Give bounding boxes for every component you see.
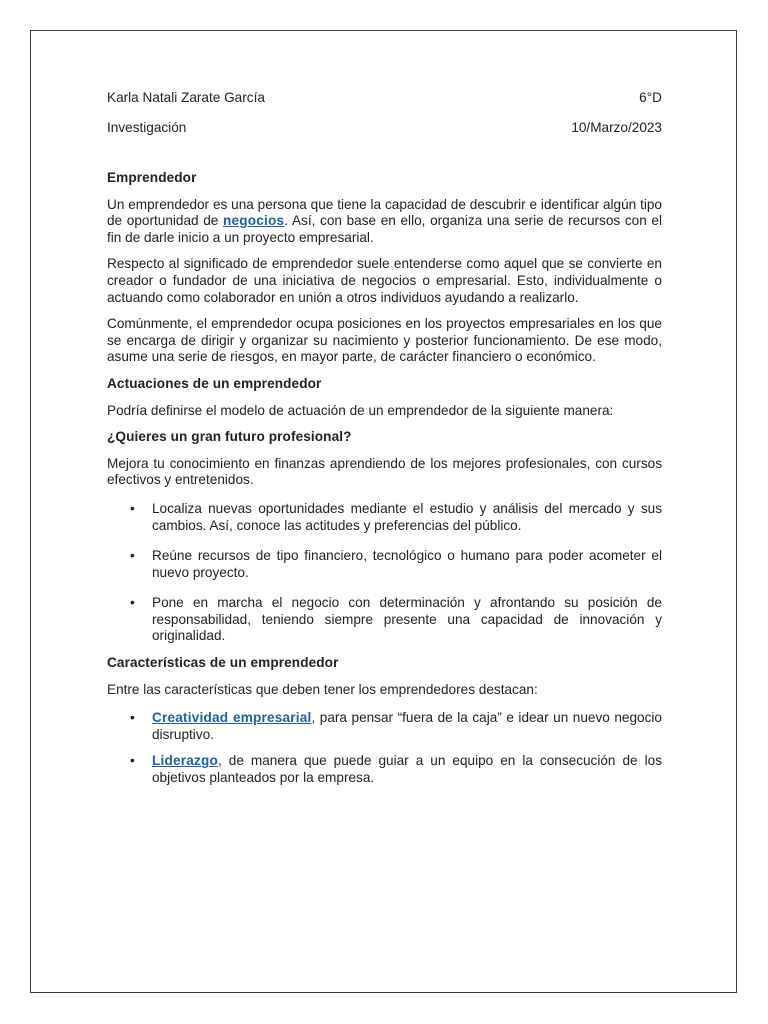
header-row-1	[107, 90, 662, 106]
paragraph-positions: Comúnmente, el emprendedor ocupa posiciones en los proyectos empresariales en los que se encarga de dirigir y organizar su nacimiento y posterior funcionamiento. De ese modo, asume una serie de riesgos, en mayor parte, de carácter financiero o económico.	[107, 316, 662, 365]
section-title-emprendedor: Emprendedor	[107, 170, 197, 185]
document-page	[30, 30, 737, 993]
list-item	[107, 548, 662, 581]
bullet-icon: •	[130, 710, 135, 726]
group-label: 6°D	[639, 90, 662, 105]
paragraph-model: Podría definirse el modelo de actuación de un emprendedor de la siguiente manera:	[107, 402, 614, 418]
section-title-actuaciones: Actuaciones de un emprendedor	[107, 375, 322, 391]
paragraph-definition	[107, 197, 662, 247]
list-item-text: , para pensar “fuera de la caja” e idear un nuevo negocio disruptivo.	[152, 710, 662, 742]
subject-label: Investigación	[107, 120, 187, 135]
bullet-icon: •	[130, 753, 135, 769]
list-item	[107, 595, 662, 645]
section-title-caracteristicas: Características de un emprendedor	[107, 655, 339, 671]
link-negocios[interactable]: negocios	[223, 213, 285, 229]
author-name: Karla Natali Zarate García	[107, 90, 265, 105]
paragraph-caracteristicas: Entre las características que deben tener los emprendedores destacan:	[107, 681, 538, 697]
list-item	[107, 710, 662, 743]
paragraph-text: Un emprendedor es una persona que tiene la capacidad de descubrir e identificar algún tipo de oportunidad de	[107, 196, 662, 229]
date-label: 10/Marzo/2023	[571, 120, 662, 135]
list-item-text: , de manera que puede guiar a un equipo en la consecución de los objetivos planteados por la empresa.	[152, 753, 662, 786]
bullet-icon: •	[130, 548, 135, 564]
caracteristicas-list	[107, 710, 662, 786]
actuaciones-list	[107, 501, 662, 645]
list-item	[107, 501, 662, 534]
link-creatividad-empresarial[interactable]: Creatividad empresarial	[152, 710, 312, 726]
paragraph-text: . Así, con base en ello, organiza una serie de recursos con el fin de darle inicio a un proyecto empresarial.	[107, 213, 662, 245]
list-item-text: Localiza nuevas oportunidades mediante el estudio y análisis del mercado y sus cambios. Así, conoce las actitudes y preferencias del público.	[152, 500, 662, 533]
list-item-text: Pone en marcha el negocio con determinación y afrontando su posición de responsabilidad, teniendo siempre presente una capacidad de innovación y originalidad.	[152, 595, 662, 644]
document-content	[107, 90, 662, 787]
paragraph-finanzas: Mejora tu conocimiento en finanzas aprendiendo de los mejores profesionales, con cursos efectivos y entretenidos.	[107, 455, 662, 488]
subtitle-futuro: ¿Quieres un gran futuro profesional?	[107, 429, 352, 445]
bullet-icon: •	[130, 500, 135, 516]
list-item-text: Reúne recursos de tipo financiero, tecnológico o humano para poder acometer el nuevo proyecto.	[152, 548, 662, 580]
list-item	[107, 753, 662, 786]
paragraph-meaning: Respecto al significado de emprendedor suele entenderse como aquel que se convierte en creador o fundador de una iniciativa de negocios o empresarial. Esto, individualmente o actuando como colaborador en unión a otros individuos ayudando a realizarlo.	[107, 256, 662, 305]
link-liderazgo[interactable]: Liderazgo	[152, 753, 218, 769]
header-row-2	[107, 120, 662, 136]
bullet-icon: •	[130, 595, 135, 611]
